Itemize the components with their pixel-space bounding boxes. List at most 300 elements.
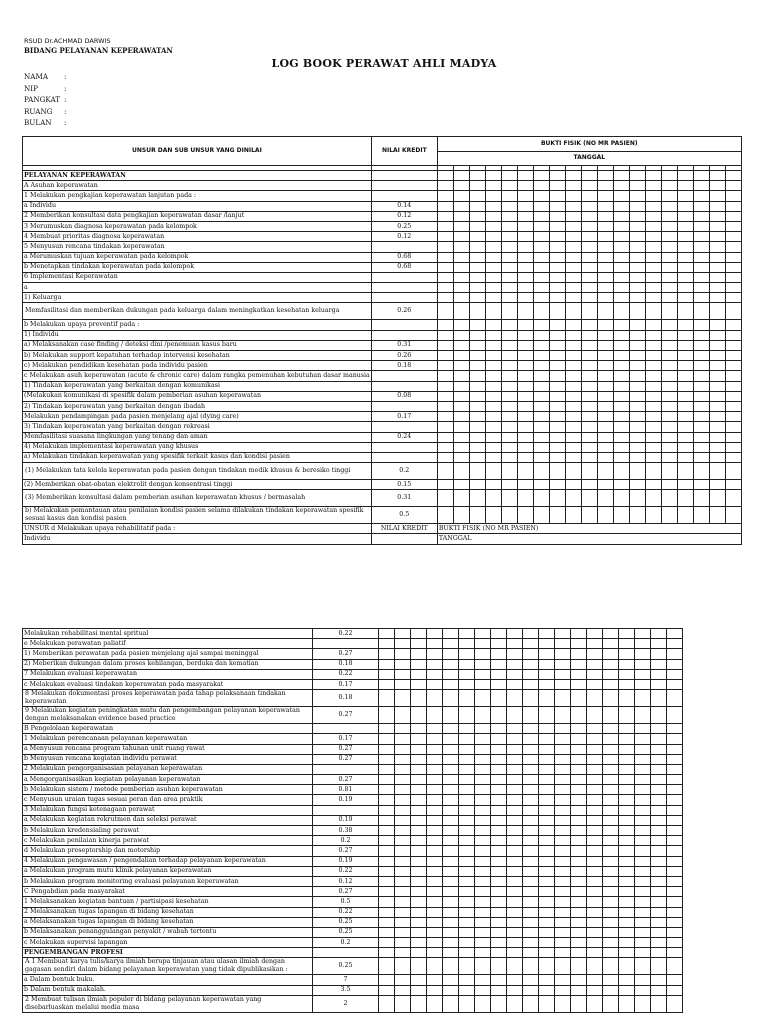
tanggal-cell[interactable]: [629, 381, 645, 391]
tanggal-cell[interactable]: [437, 262, 453, 272]
tanggal-cell[interactable]: [645, 412, 661, 422]
tanggal-cell[interactable]: [453, 401, 469, 411]
tanggal-cell[interactable]: [459, 639, 475, 649]
tanggal-cell[interactable]: [507, 775, 523, 785]
tanggal-cell[interactable]: [539, 927, 555, 937]
tanggal-cell[interactable]: [667, 724, 683, 734]
tanggal-cell[interactable]: [427, 897, 443, 907]
tanggal-cell[interactable]: [565, 252, 581, 262]
tanggal-cell[interactable]: [507, 679, 523, 689]
tanggal-cell[interactable]: [459, 805, 475, 815]
tanggal-cell[interactable]: [725, 490, 741, 507]
tanggal-cell[interactable]: [469, 262, 485, 272]
tanggal-cell[interactable]: [507, 897, 523, 907]
tanggal-cell[interactable]: [661, 211, 677, 221]
tanggal-cell[interactable]: [453, 232, 469, 242]
tanggal-cell[interactable]: [379, 907, 395, 917]
tanggal-cell[interactable]: [549, 340, 565, 350]
tanggal-cell[interactable]: [427, 938, 443, 948]
tanggal-cell[interactable]: [571, 887, 587, 897]
tanggal-cell[interactable]: [613, 381, 629, 391]
tanggal-cell[interactable]: [475, 785, 491, 795]
tanggal-cell[interactable]: [411, 795, 427, 805]
tanggal-cell[interactable]: [581, 272, 597, 282]
tanggal-cell[interactable]: [437, 181, 453, 191]
tanggal-cell[interactable]: [619, 764, 635, 774]
tanggal-cell[interactable]: [651, 795, 667, 805]
tanggal-cell[interactable]: [469, 422, 485, 432]
tanggal-cell[interactable]: [645, 320, 661, 330]
tanggal-cell[interactable]: [619, 897, 635, 907]
tanggal-cell[interactable]: [651, 958, 667, 975]
tanggal-cell[interactable]: [427, 679, 443, 689]
tanggal-cell[interactable]: [725, 412, 741, 422]
tanggal-cell[interactable]: [635, 917, 651, 927]
tanggal-cell[interactable]: [555, 958, 571, 975]
tanggal-cell[interactable]: [437, 201, 453, 211]
tanggal-cell[interactable]: [709, 381, 725, 391]
tanggal-cell[interactable]: [517, 490, 533, 507]
tanggal-cell[interactable]: [507, 866, 523, 876]
tanggal-cell[interactable]: [443, 856, 459, 866]
tanggal-cell[interactable]: [725, 181, 741, 191]
tanggal-cell[interactable]: [619, 887, 635, 897]
tanggal-cell[interactable]: [597, 442, 613, 452]
tanggal-cell[interactable]: [651, 836, 667, 846]
tanggal-cell[interactable]: [379, 938, 395, 948]
tanggal-cell[interactable]: [443, 795, 459, 805]
tanggal-cell[interactable]: [571, 975, 587, 985]
tanggal-cell[interactable]: [485, 330, 501, 340]
tanggal-cell[interactable]: [379, 754, 395, 764]
tanggal-cell[interactable]: [667, 649, 683, 659]
tanggal-cell[interactable]: [709, 480, 725, 490]
tanggal-cell[interactable]: [459, 679, 475, 689]
tanggal-cell[interactable]: [539, 917, 555, 927]
tanggal-cell[interactable]: [539, 938, 555, 948]
tanggal-cell[interactable]: [613, 191, 629, 201]
tanggal-cell[interactable]: [645, 201, 661, 211]
tanggal-cell[interactable]: [485, 181, 501, 191]
tanggal-cell[interactable]: [661, 371, 677, 381]
tanggal-cell[interactable]: [427, 856, 443, 866]
tanggal-cell[interactable]: [475, 958, 491, 975]
tanggal-cell[interactable]: [603, 846, 619, 856]
tanggal-cell[interactable]: [645, 371, 661, 381]
tanggal-cell[interactable]: [395, 775, 411, 785]
tanggal-cell[interactable]: [469, 283, 485, 293]
tanggal-cell[interactable]: [693, 330, 709, 340]
tanggal-cell[interactable]: [725, 262, 741, 272]
tanggal-cell[interactable]: [555, 707, 571, 724]
tanggal-cell[interactable]: [619, 659, 635, 669]
tanggal-cell[interactable]: [597, 283, 613, 293]
tanggal-cell[interactable]: [437, 361, 453, 371]
tanggal-cell[interactable]: [661, 221, 677, 231]
tanggal-cell[interactable]: [411, 707, 427, 724]
tanggal-cell[interactable]: [555, 876, 571, 886]
tanggal-cell[interactable]: [629, 490, 645, 507]
tanggal-cell[interactable]: [587, 826, 603, 836]
tanggal-cell[interactable]: [667, 785, 683, 795]
tanggal-cell[interactable]: [581, 293, 597, 303]
tanggal-cell[interactable]: [411, 754, 427, 764]
tanggal-cell[interactable]: [571, 775, 587, 785]
tanggal-cell[interactable]: [533, 181, 549, 191]
tanggal-cell[interactable]: [709, 191, 725, 201]
tanggal-cell[interactable]: [587, 649, 603, 659]
tanggal-cell[interactable]: [629, 442, 645, 452]
tanggal-cell[interactable]: [725, 422, 741, 432]
tanggal-cell[interactable]: [475, 995, 491, 1012]
tanggal-cell[interactable]: [597, 171, 613, 181]
tanggal-cell[interactable]: [651, 649, 667, 659]
tanggal-cell[interactable]: [613, 507, 629, 524]
tanggal-cell[interactable]: [677, 171, 693, 181]
tanggal-cell[interactable]: [651, 975, 667, 985]
tanggal-cell[interactable]: [507, 690, 523, 707]
tanggal-cell[interactable]: [677, 371, 693, 381]
tanggal-cell[interactable]: [453, 351, 469, 361]
tanggal-cell[interactable]: [587, 754, 603, 764]
tanggal-cell[interactable]: [613, 262, 629, 272]
tanggal-cell[interactable]: [619, 795, 635, 805]
tanggal-cell[interactable]: [501, 221, 517, 231]
tanggal-cell[interactable]: [555, 679, 571, 689]
tanggal-cell[interactable]: [437, 463, 453, 480]
tanggal-cell[interactable]: [555, 938, 571, 948]
tanggal-cell[interactable]: [661, 351, 677, 361]
tanggal-cell[interactable]: [661, 480, 677, 490]
tanggal-cell[interactable]: [469, 361, 485, 371]
tanggal-cell[interactable]: [549, 463, 565, 480]
tanggal-cell[interactable]: [475, 649, 491, 659]
tanggal-cell[interactable]: [613, 181, 629, 191]
tanggal-cell[interactable]: [507, 856, 523, 866]
tanggal-cell[interactable]: [469, 391, 485, 401]
tanggal-cell[interactable]: [645, 452, 661, 462]
tanggal-cell[interactable]: [459, 826, 475, 836]
tanggal-cell[interactable]: [549, 252, 565, 262]
tanggal-cell[interactable]: [645, 211, 661, 221]
tanggal-cell[interactable]: [581, 283, 597, 293]
tanggal-cell[interactable]: [539, 846, 555, 856]
tanggal-cell[interactable]: [517, 262, 533, 272]
tanggal-cell[interactable]: [395, 995, 411, 1012]
tanggal-cell[interactable]: [587, 707, 603, 724]
tanggal-cell[interactable]: [453, 201, 469, 211]
tanggal-cell[interactable]: [661, 401, 677, 411]
tanggal-cell[interactable]: [661, 272, 677, 282]
tanggal-cell[interactable]: [651, 639, 667, 649]
tanggal-cell[interactable]: [629, 293, 645, 303]
tanggal-cell[interactable]: [507, 795, 523, 805]
tanggal-cell[interactable]: [565, 242, 581, 252]
tanggal-cell[interactable]: [485, 381, 501, 391]
tanggal-cell[interactable]: [565, 371, 581, 381]
tanggal-cell[interactable]: [645, 391, 661, 401]
tanggal-cell[interactable]: [453, 507, 469, 524]
tanggal-cell[interactable]: [693, 201, 709, 211]
tanggal-cell[interactable]: [651, 866, 667, 876]
tanggal-cell[interactable]: [533, 452, 549, 462]
tanggal-cell[interactable]: [629, 422, 645, 432]
tanggal-cell[interactable]: [645, 191, 661, 201]
tanggal-cell[interactable]: [571, 846, 587, 856]
tanggal-cell[interactable]: [539, 985, 555, 995]
tanggal-cell[interactable]: [459, 927, 475, 937]
tanggal-cell[interactable]: [661, 463, 677, 480]
tanggal-cell[interactable]: [475, 754, 491, 764]
tanggal-cell[interactable]: [523, 887, 539, 897]
tanggal-cell[interactable]: [453, 463, 469, 480]
tanggal-cell[interactable]: [379, 985, 395, 995]
tanggal-cell[interactable]: [437, 211, 453, 221]
tanggal-cell[interactable]: [491, 975, 507, 985]
tanggal-cell[interactable]: [539, 975, 555, 985]
tanggal-cell[interactable]: [443, 846, 459, 856]
tanggal-cell[interactable]: [709, 452, 725, 462]
tanggal-cell[interactable]: [437, 252, 453, 262]
tanggal-cell[interactable]: [677, 412, 693, 422]
tanggal-cell[interactable]: [597, 490, 613, 507]
tanggal-cell[interactable]: [501, 442, 517, 452]
tanggal-cell[interactable]: [635, 724, 651, 734]
tanggal-cell[interactable]: [437, 191, 453, 201]
tanggal-cell[interactable]: [427, 846, 443, 856]
tanggal-cell[interactable]: [549, 283, 565, 293]
tanggal-cell[interactable]: [581, 330, 597, 340]
tanggal-cell[interactable]: [725, 442, 741, 452]
tanggal-cell[interactable]: [667, 887, 683, 897]
tanggal-cell[interactable]: [533, 303, 549, 320]
tanggal-cell[interactable]: [485, 232, 501, 242]
tanggal-cell[interactable]: [619, 907, 635, 917]
tanggal-cell[interactable]: [501, 507, 517, 524]
tanggal-cell[interactable]: [395, 707, 411, 724]
tanggal-cell[interactable]: [709, 320, 725, 330]
tanggal-cell[interactable]: [507, 917, 523, 927]
tanggal-cell[interactable]: [501, 401, 517, 411]
tanggal-cell[interactable]: [709, 181, 725, 191]
tanggal-cell[interactable]: [693, 340, 709, 350]
tanggal-cell[interactable]: [517, 320, 533, 330]
tanggal-cell[interactable]: [571, 948, 587, 958]
tanggal-cell[interactable]: [693, 171, 709, 181]
tanggal-cell[interactable]: [475, 927, 491, 937]
tanggal-cell[interactable]: [603, 679, 619, 689]
tanggal-cell[interactable]: [469, 320, 485, 330]
tanggal-cell[interactable]: [491, 876, 507, 886]
tanggal-cell[interactable]: [667, 866, 683, 876]
tanggal-cell[interactable]: [603, 856, 619, 866]
tanggal-cell[interactable]: [539, 764, 555, 774]
tanggal-cell[interactable]: [459, 734, 475, 744]
tanggal-cell[interactable]: [459, 958, 475, 975]
tanggal-cell[interactable]: [581, 201, 597, 211]
tanggal-cell[interactable]: [395, 927, 411, 937]
tanggal-cell[interactable]: [379, 724, 395, 734]
tanggal-cell[interactable]: [571, 826, 587, 836]
tanggal-cell[interactable]: [725, 211, 741, 221]
tanggal-cell[interactable]: [469, 221, 485, 231]
tanggal-cell[interactable]: [501, 283, 517, 293]
tanggal-cell[interactable]: [709, 490, 725, 507]
tanggal-cell[interactable]: [587, 958, 603, 975]
tanggal-cell[interactable]: [395, 907, 411, 917]
tanggal-cell[interactable]: [661, 330, 677, 340]
tanggal-cell[interactable]: [661, 262, 677, 272]
tanggal-cell[interactable]: [507, 958, 523, 975]
tanggal-cell[interactable]: [667, 795, 683, 805]
tanggal-cell[interactable]: [395, 724, 411, 734]
tanggal-cell[interactable]: [725, 232, 741, 242]
tanggal-cell[interactable]: [459, 846, 475, 856]
tanggal-cell[interactable]: [507, 815, 523, 825]
tanggal-cell[interactable]: [693, 232, 709, 242]
tanggal-cell[interactable]: [571, 734, 587, 744]
tanggal-cell[interactable]: [581, 432, 597, 442]
tanggal-cell[interactable]: [603, 866, 619, 876]
tanggal-cell[interactable]: [661, 293, 677, 303]
tanggal-cell[interactable]: [597, 201, 613, 211]
tanggal-cell[interactable]: [725, 351, 741, 361]
tanggal-cell[interactable]: [629, 401, 645, 411]
tanggal-cell[interactable]: [539, 876, 555, 886]
tanggal-cell[interactable]: [523, 775, 539, 785]
tanggal-cell[interactable]: [693, 303, 709, 320]
tanggal-cell[interactable]: [517, 507, 533, 524]
tanggal-cell[interactable]: [629, 191, 645, 201]
tanggal-cell[interactable]: [533, 432, 549, 442]
tanggal-cell[interactable]: [443, 659, 459, 669]
tanggal-cell[interactable]: [523, 707, 539, 724]
tanggal-cell[interactable]: [549, 221, 565, 231]
tanggal-cell[interactable]: [709, 432, 725, 442]
tanggal-cell[interactable]: [587, 975, 603, 985]
tanggal-cell[interactable]: [475, 795, 491, 805]
tanggal-cell[interactable]: [379, 679, 395, 689]
tanggal-cell[interactable]: [635, 876, 651, 886]
tanggal-cell[interactable]: [571, 679, 587, 689]
tanggal-cell[interactable]: [629, 262, 645, 272]
tanggal-cell[interactable]: [427, 629, 443, 639]
tanggal-cell[interactable]: [539, 795, 555, 805]
tanggal-cell[interactable]: [533, 330, 549, 340]
tanggal-cell[interactable]: [395, 805, 411, 815]
tanggal-cell[interactable]: [395, 948, 411, 958]
tanggal-cell[interactable]: [587, 907, 603, 917]
tanggal-cell[interactable]: [645, 381, 661, 391]
tanggal-cell[interactable]: [491, 724, 507, 734]
tanggal-cell[interactable]: [555, 805, 571, 815]
tanggal-cell[interactable]: [395, 917, 411, 927]
tanggal-cell[interactable]: [443, 938, 459, 948]
tanggal-cell[interactable]: [635, 846, 651, 856]
tanggal-cell[interactable]: [587, 985, 603, 995]
tanggal-cell[interactable]: [581, 171, 597, 181]
tanggal-cell[interactable]: [619, 995, 635, 1012]
tanggal-cell[interactable]: [587, 866, 603, 876]
tanggal-cell[interactable]: [411, 669, 427, 679]
tanggal-cell[interactable]: [379, 948, 395, 958]
tanggal-cell[interactable]: [603, 795, 619, 805]
tanggal-cell[interactable]: [443, 629, 459, 639]
tanggal-cell[interactable]: [661, 201, 677, 211]
tanggal-cell[interactable]: [507, 659, 523, 669]
tanggal-cell[interactable]: [629, 351, 645, 361]
tanggal-cell[interactable]: [555, 995, 571, 1012]
tanggal-cell[interactable]: [587, 948, 603, 958]
tanggal-cell[interactable]: [533, 391, 549, 401]
tanggal-cell[interactable]: [597, 507, 613, 524]
tanggal-cell[interactable]: [395, 764, 411, 774]
tanggal-cell[interactable]: [395, 679, 411, 689]
tanggal-cell[interactable]: [597, 303, 613, 320]
tanggal-cell[interactable]: [501, 452, 517, 462]
tanggal-cell[interactable]: [491, 907, 507, 917]
tanggal-cell[interactable]: [635, 948, 651, 958]
tanggal-cell[interactable]: [555, 734, 571, 744]
tanggal-cell[interactable]: [597, 320, 613, 330]
tanggal-cell[interactable]: [395, 836, 411, 846]
tanggal-cell[interactable]: [469, 381, 485, 391]
tanggal-cell[interactable]: [501, 330, 517, 340]
tanggal-cell[interactable]: [629, 452, 645, 462]
tanggal-cell[interactable]: [459, 876, 475, 886]
tanggal-cell[interactable]: [549, 181, 565, 191]
tanggal-cell[interactable]: [517, 221, 533, 231]
tanggal-cell[interactable]: [677, 211, 693, 221]
tanggal-cell[interactable]: [453, 391, 469, 401]
tanggal-cell[interactable]: [517, 480, 533, 490]
tanggal-cell[interactable]: [635, 995, 651, 1012]
tanggal-cell[interactable]: [619, 826, 635, 836]
tanggal-cell[interactable]: [677, 361, 693, 371]
tanggal-cell[interactable]: [475, 846, 491, 856]
tanggal-cell[interactable]: [635, 985, 651, 995]
tanggal-cell[interactable]: [667, 707, 683, 724]
tanggal-cell[interactable]: [613, 252, 629, 262]
tanggal-cell[interactable]: [555, 754, 571, 764]
tanggal-cell[interactable]: [501, 191, 517, 201]
tanggal-cell[interactable]: [459, 764, 475, 774]
tanggal-cell[interactable]: [501, 201, 517, 211]
tanggal-cell[interactable]: [661, 303, 677, 320]
tanggal-cell[interactable]: [469, 330, 485, 340]
tanggal-cell[interactable]: [635, 907, 651, 917]
tanggal-cell[interactable]: [597, 391, 613, 401]
tanggal-cell[interactable]: [565, 463, 581, 480]
tanggal-cell[interactable]: [395, 629, 411, 639]
tanggal-cell[interactable]: [427, 690, 443, 707]
tanggal-cell[interactable]: [629, 361, 645, 371]
tanggal-cell[interactable]: [693, 422, 709, 432]
tanggal-cell[interactable]: [475, 938, 491, 948]
tanggal-cell[interactable]: [635, 856, 651, 866]
tanggal-cell[interactable]: [539, 724, 555, 734]
tanggal-cell[interactable]: [629, 242, 645, 252]
tanggal-cell[interactable]: [491, 669, 507, 679]
tanggal-cell[interactable]: [539, 690, 555, 707]
tanggal-cell[interactable]: [523, 659, 539, 669]
tanggal-cell[interactable]: [523, 669, 539, 679]
tanggal-cell[interactable]: [475, 948, 491, 958]
tanggal-cell[interactable]: [549, 381, 565, 391]
tanggal-cell[interactable]: [475, 669, 491, 679]
tanggal-cell[interactable]: [571, 659, 587, 669]
tanggal-cell[interactable]: [501, 340, 517, 350]
